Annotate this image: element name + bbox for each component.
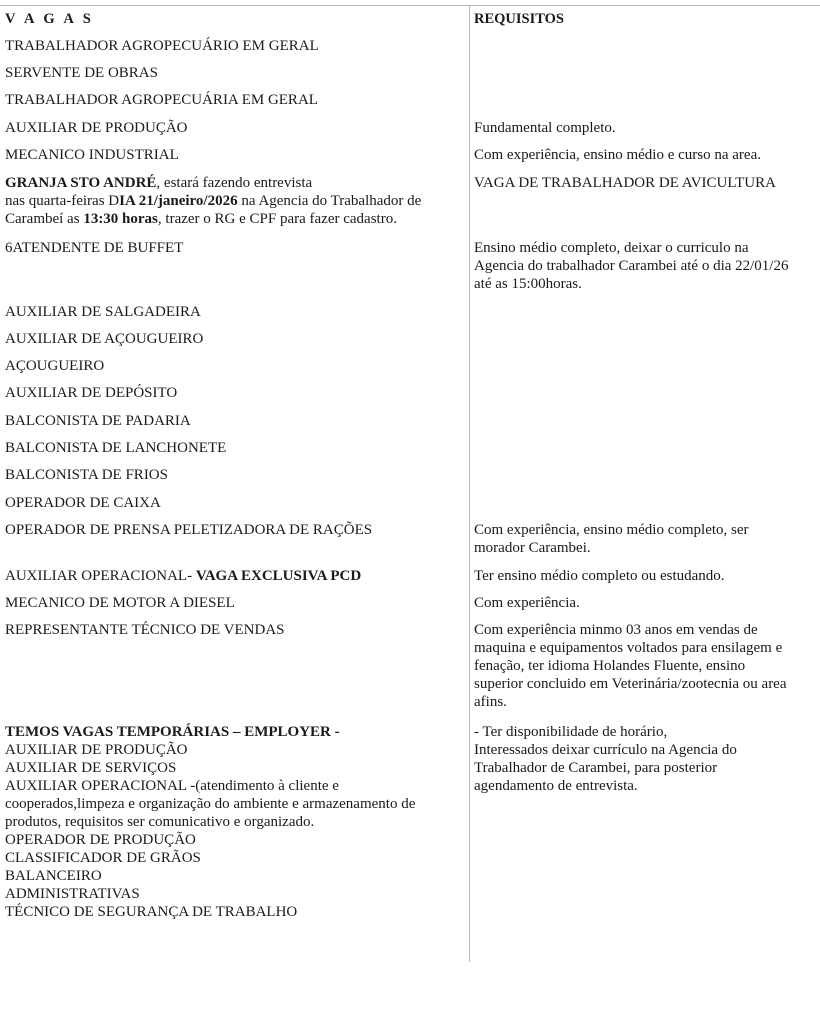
temporarias-line: CLASSIFICADOR DE GRÃOS — [5, 850, 201, 866]
representante-req-line: maquina e equipamentos voltados para ensilagem e — [474, 640, 783, 656]
temporarias-title: TEMOS VAGAS TEMPORÁRIAS – EMPLOYER - — [5, 724, 340, 740]
vaga-row: OPERADOR DE PRENSA PELETIZADORA DE RAÇÕES — [5, 522, 373, 538]
temporarias-line: AUXILIAR DE PRODUÇÃO — [5, 742, 188, 758]
representante-req-line: Com experiência minmo 03 anos em vendas de — [474, 622, 758, 638]
representante-req-line: afins. — [474, 694, 507, 710]
vaga-row: AUXILIAR DE PRODUÇÃO — [5, 120, 188, 136]
buffet-req-line: Ensino médio completo, deixar o curriculo na — [474, 240, 749, 256]
temporarias-req-line: Interessados deixar currículo na Agencia do — [474, 742, 737, 758]
buffet-req-line: Agencia do trabalhador Carambei até o dia 22/01/26 — [474, 258, 789, 274]
vaga-row: AUXILIAR DE SALGADEIRA — [5, 304, 201, 320]
representante-req-line: superior concluido em Veterinária/zootecnia ou area — [474, 676, 787, 692]
header-requisitos: REQUISITOS — [474, 11, 564, 27]
vaga-row: OPERADOR DE CAIXA — [5, 495, 161, 511]
prensa-req-line: morador Carambei. — [474, 540, 591, 556]
temporarias-line: AUXILIAR OPERACIONAL -(atendimento à cliente e — [5, 778, 339, 794]
temporarias-line: BALANCEIRO — [5, 868, 102, 884]
buffet-req-line: até as 15:00horas. — [474, 276, 582, 292]
vaga-row: REPRESENTANTE TÉCNICO DE VENDAS — [5, 622, 285, 638]
vaga-row: TRABALHADOR AGROPECUÁRIO EM GERAL — [5, 38, 319, 54]
vaga-row: 6ATENDENTE DE BUFFET — [5, 240, 184, 256]
vaga-row: AUXILIAR DE DEPÓSITO — [5, 385, 178, 401]
granja-requisito: VAGA DE TRABALHADOR DE AVICULTURA — [474, 175, 776, 191]
requisito-row: Com experiência, ensino médio e curso na area. — [474, 147, 761, 163]
temporarias-line: cooperados,limpeza e organização do ambiente e armazenamento de — [5, 796, 416, 812]
pcd-requisito: Ter ensino médio completo ou estudando. — [474, 568, 725, 584]
vaga-row: BALCONISTA DE LANCHONETE — [5, 440, 227, 456]
vaga-row: BALCONISTA DE FRIOS — [5, 467, 168, 483]
temporarias-line: ADMINISTRATIVAS — [5, 886, 140, 902]
prensa-req-line: Com experiência, ensino médio completo, ser — [474, 522, 749, 538]
temporarias-req-line: agendamento de entrevista. — [474, 778, 638, 794]
vaga-row: TRABALHADOR AGROPECUÁRIA EM GERAL — [5, 92, 318, 108]
table-top-border — [0, 5, 820, 6]
pcd-vaga: AUXILIAR OPERACIONAL- VAGA EXCLUSIVA PCD — [5, 568, 362, 584]
temporarias-line: AUXILIAR DE SERVIÇOS — [5, 760, 177, 776]
temporarias-req-line: Trabalhador de Carambei, para posterior — [474, 760, 718, 776]
temporarias-line: produtos, requisitos ser comunicativo e organizado. — [5, 814, 315, 830]
vaga-row: AÇOUGUEIRO — [5, 358, 105, 374]
header-vagas: V A G A S — [5, 11, 94, 27]
column-divider — [469, 5, 470, 962]
requisito-row: Com experiência. — [474, 595, 580, 611]
vaga-row: MECANICO INDUSTRIAL — [5, 147, 179, 163]
vaga-row: MECANICO DE MOTOR A DIESEL — [5, 595, 235, 611]
granja-line-3: Carambeí as 13:30 horas, trazer o RG e CPF para fazer cadastro. — [5, 211, 397, 227]
granja-line-1: GRANJA STO ANDRÉ, estará fazendo entrevista — [5, 175, 313, 191]
temporarias-req-line: - Ter disponibilidade de horário, — [474, 724, 668, 740]
vaga-row: SERVENTE DE OBRAS — [5, 65, 158, 81]
temporarias-line: OPERADOR DE PRODUÇÃO — [5, 832, 196, 848]
granja-name: GRANJA STO ANDRÉ — [5, 175, 157, 191]
temporarias-line: TÉCNICO DE SEGURANÇA DE TRABALHO — [5, 904, 298, 920]
representante-req-line: fenação, ter idioma Holandes Fluente, ensino — [474, 658, 746, 674]
granja-line-2: nas quarta-feiras DIA 21/janeiro/2026 na Agencia do Trabalhador de — [5, 193, 422, 209]
requisito-row: Fundamental completo. — [474, 120, 616, 136]
vaga-row: BALCONISTA DE PADARIA — [5, 413, 191, 429]
vaga-row: AUXILIAR DE AÇOUGUEIRO — [5, 331, 204, 347]
